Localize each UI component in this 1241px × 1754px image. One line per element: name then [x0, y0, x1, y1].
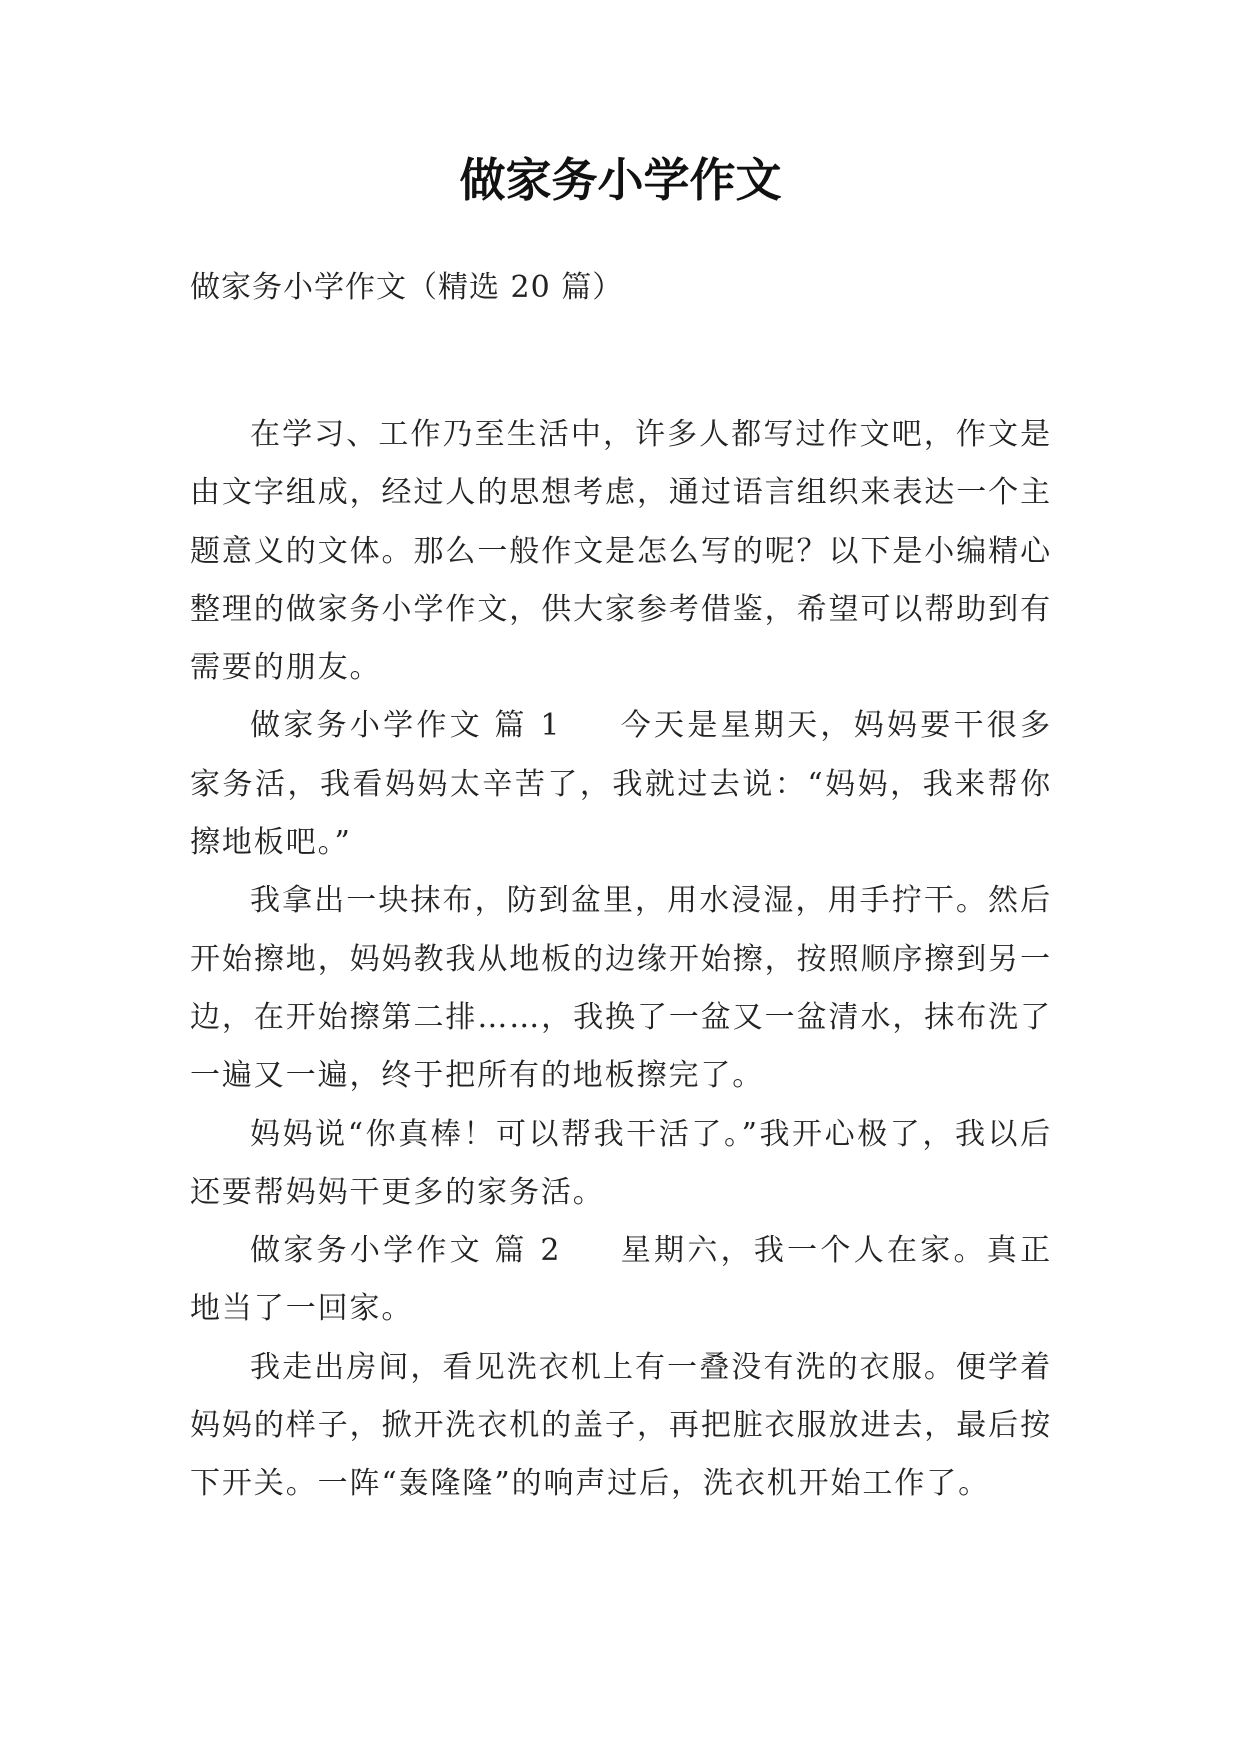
essay-2-paragraph-2: 我走出房间，看见洗衣机上有一叠没有洗的衣服。便学着妈妈的样子，掀开洗衣机的盖子，再把脏衣服放进去，最后按下开关。一阵“轰隆隆”的响声过后，洗衣机开始工作了。: [190, 1349, 1052, 1502]
essay-1-first-paragraph: [190, 697, 1052, 872]
essay-2-heading: 做家务小学作文: [250, 1233, 483, 1269]
essay-1-number: 篇 1: [492, 708, 562, 744]
document-title: 做家务小学作文: [459, 153, 782, 207]
intro-paragraph: 在学习、工作乃至生活中，许多人都写过作文吧，作文是由文字组成，经过人的思想考虑，通过语言组织来表达一个主题意义的文体。那么一般作文是怎么写的呢？以下是小编精心整理的做家务小学作文，供大家参考借鉴，希望可以帮助到有需要的朋友。: [190, 417, 1052, 686]
essay-1-heading: 做家务小学作文: [250, 708, 483, 744]
essay-2-first-paragraph: [190, 1222, 1052, 1339]
document-subtitle: 做家务小学作文（精选 20 篇）: [190, 270, 624, 305]
document-body: [190, 406, 1052, 1514]
essay-2-opening: 星期六，我一个人在家。真正地当了一回家。: [190, 1233, 1052, 1327]
essay-1-paragraph-3: 妈妈说“你真棒！可以帮我干活了。”我开心极了，我以后还要帮妈妈干更多的家务活。: [190, 1116, 1052, 1210]
essay-1-opening: 今天是星期天，妈妈要干很多家务活，我看妈妈太辛苦了，我就过去说：“妈妈，我来帮你擦地板吧。”: [190, 708, 1052, 861]
essay-1-paragraph-2: 我拿出一块抹布，防到盆里，用水浸湿，用手拧干。然后开始擦地，妈妈教我从地板的边缘开始擦，按照顺序擦到另一边，在开始擦第二排……，我换了一盆又一盆清水，抹布洗了一遍又一遍，终于把所有的地板擦完了。: [190, 883, 1052, 1094]
essay-2-number: 篇 2: [492, 1233, 562, 1269]
